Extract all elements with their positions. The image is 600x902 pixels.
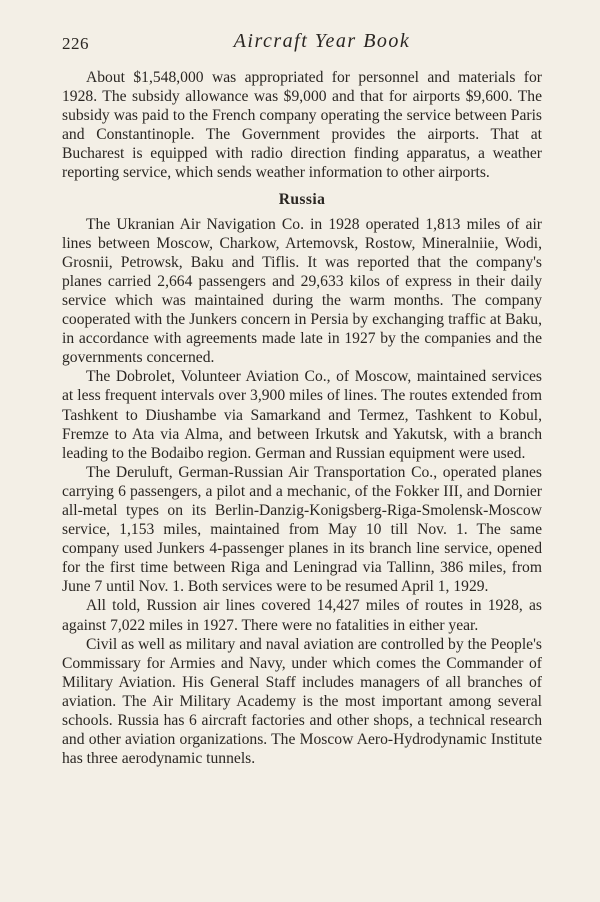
paragraph: About $1,548,000 was appropriated for personnel and materials for 1928. The subsidy allowance was $9,000 and that for airports $9,600. The subsidy was paid to the French company operating the service between Paris and Constantinople. The Government provides the airports. That at Bucharest is equipped with radio direction finding apparatus, a weather reporting service, which sends weather information to other airports. [62, 69, 542, 182]
section-heading: Russia [278, 190, 326, 208]
paragraph: Civil as well as military and naval aviation are controlled by the People's Commissary for Armies and Navy, under which comes the Commander of Military Aviation. His General Staff includes managers of all branches of aviation. The Air Military Academy is the most important among several schools. Russia has 6 aircraft factories and other shops, a technical research and other aviation organizations. The Moscow Aero-Hydrodynamic Institute has three aerodynamic tunnels. [62, 635, 542, 768]
paragraph: The Ukranian Air Navigation Co. in 1928 operated 1,813 miles of air lines between Moscow, Charkow, Artemovsk, Rostow, Mineralniie, Wodi, Grosnii, Petrowsk, Baku and Tiflis. It was reported that the company's planes carried 2,664 passengers and 29,633 kilos of express in their daily service which was maintained during the warm months. The company cooperated with the Junkers concern in Persia by exchanging traffic at Baku, in accordance with agreements made late in 1927 by the companies and the governments concerned. [62, 215, 542, 367]
paragraph: The Deruluft, German-Russian Air Transportation Co., operated planes carrying 6 passengers, a pilot and a mechanic, of the Fokker III, and Dornier all-metal types on its Berlin-Danzig-Konigsberg-Riga-Smolensk-Moscow service, 1,153 miles, maintained from May 10 till Nov. 1. The same company used Junkers 4-passenger planes in its branch line service, opened for the first time between Riga and Leningrad via Tallinn, 386 miles, from June 7 until Nov. 1. Both services were to be resumed April 1, 1929. [62, 463, 542, 596]
paragraph: The Dobrolet, Volunteer Aviation Co., of Moscow, maintained services at less frequent intervals over 3,900 miles of lines. The routes extended from Tashkent to Diushambe via Samarkand and Termez, Tashkent to Kobul, Fremze to Ata via Alma, and between Irkutsk and Yakutsk, with a branch leading to the Bodaibo region. German and Russian equipment were used. [62, 368, 542, 462]
page-body [62, 68, 542, 768]
page-number: 226 [62, 34, 89, 53]
paragraph: All told, Russion air lines covered 14,427 miles of routes in 1928, as against 7,022 miles in 1927. There were no fatalities in either year. [62, 597, 542, 634]
page-header [62, 30, 542, 56]
running-title: Aircraft Year Book [233, 30, 411, 52]
